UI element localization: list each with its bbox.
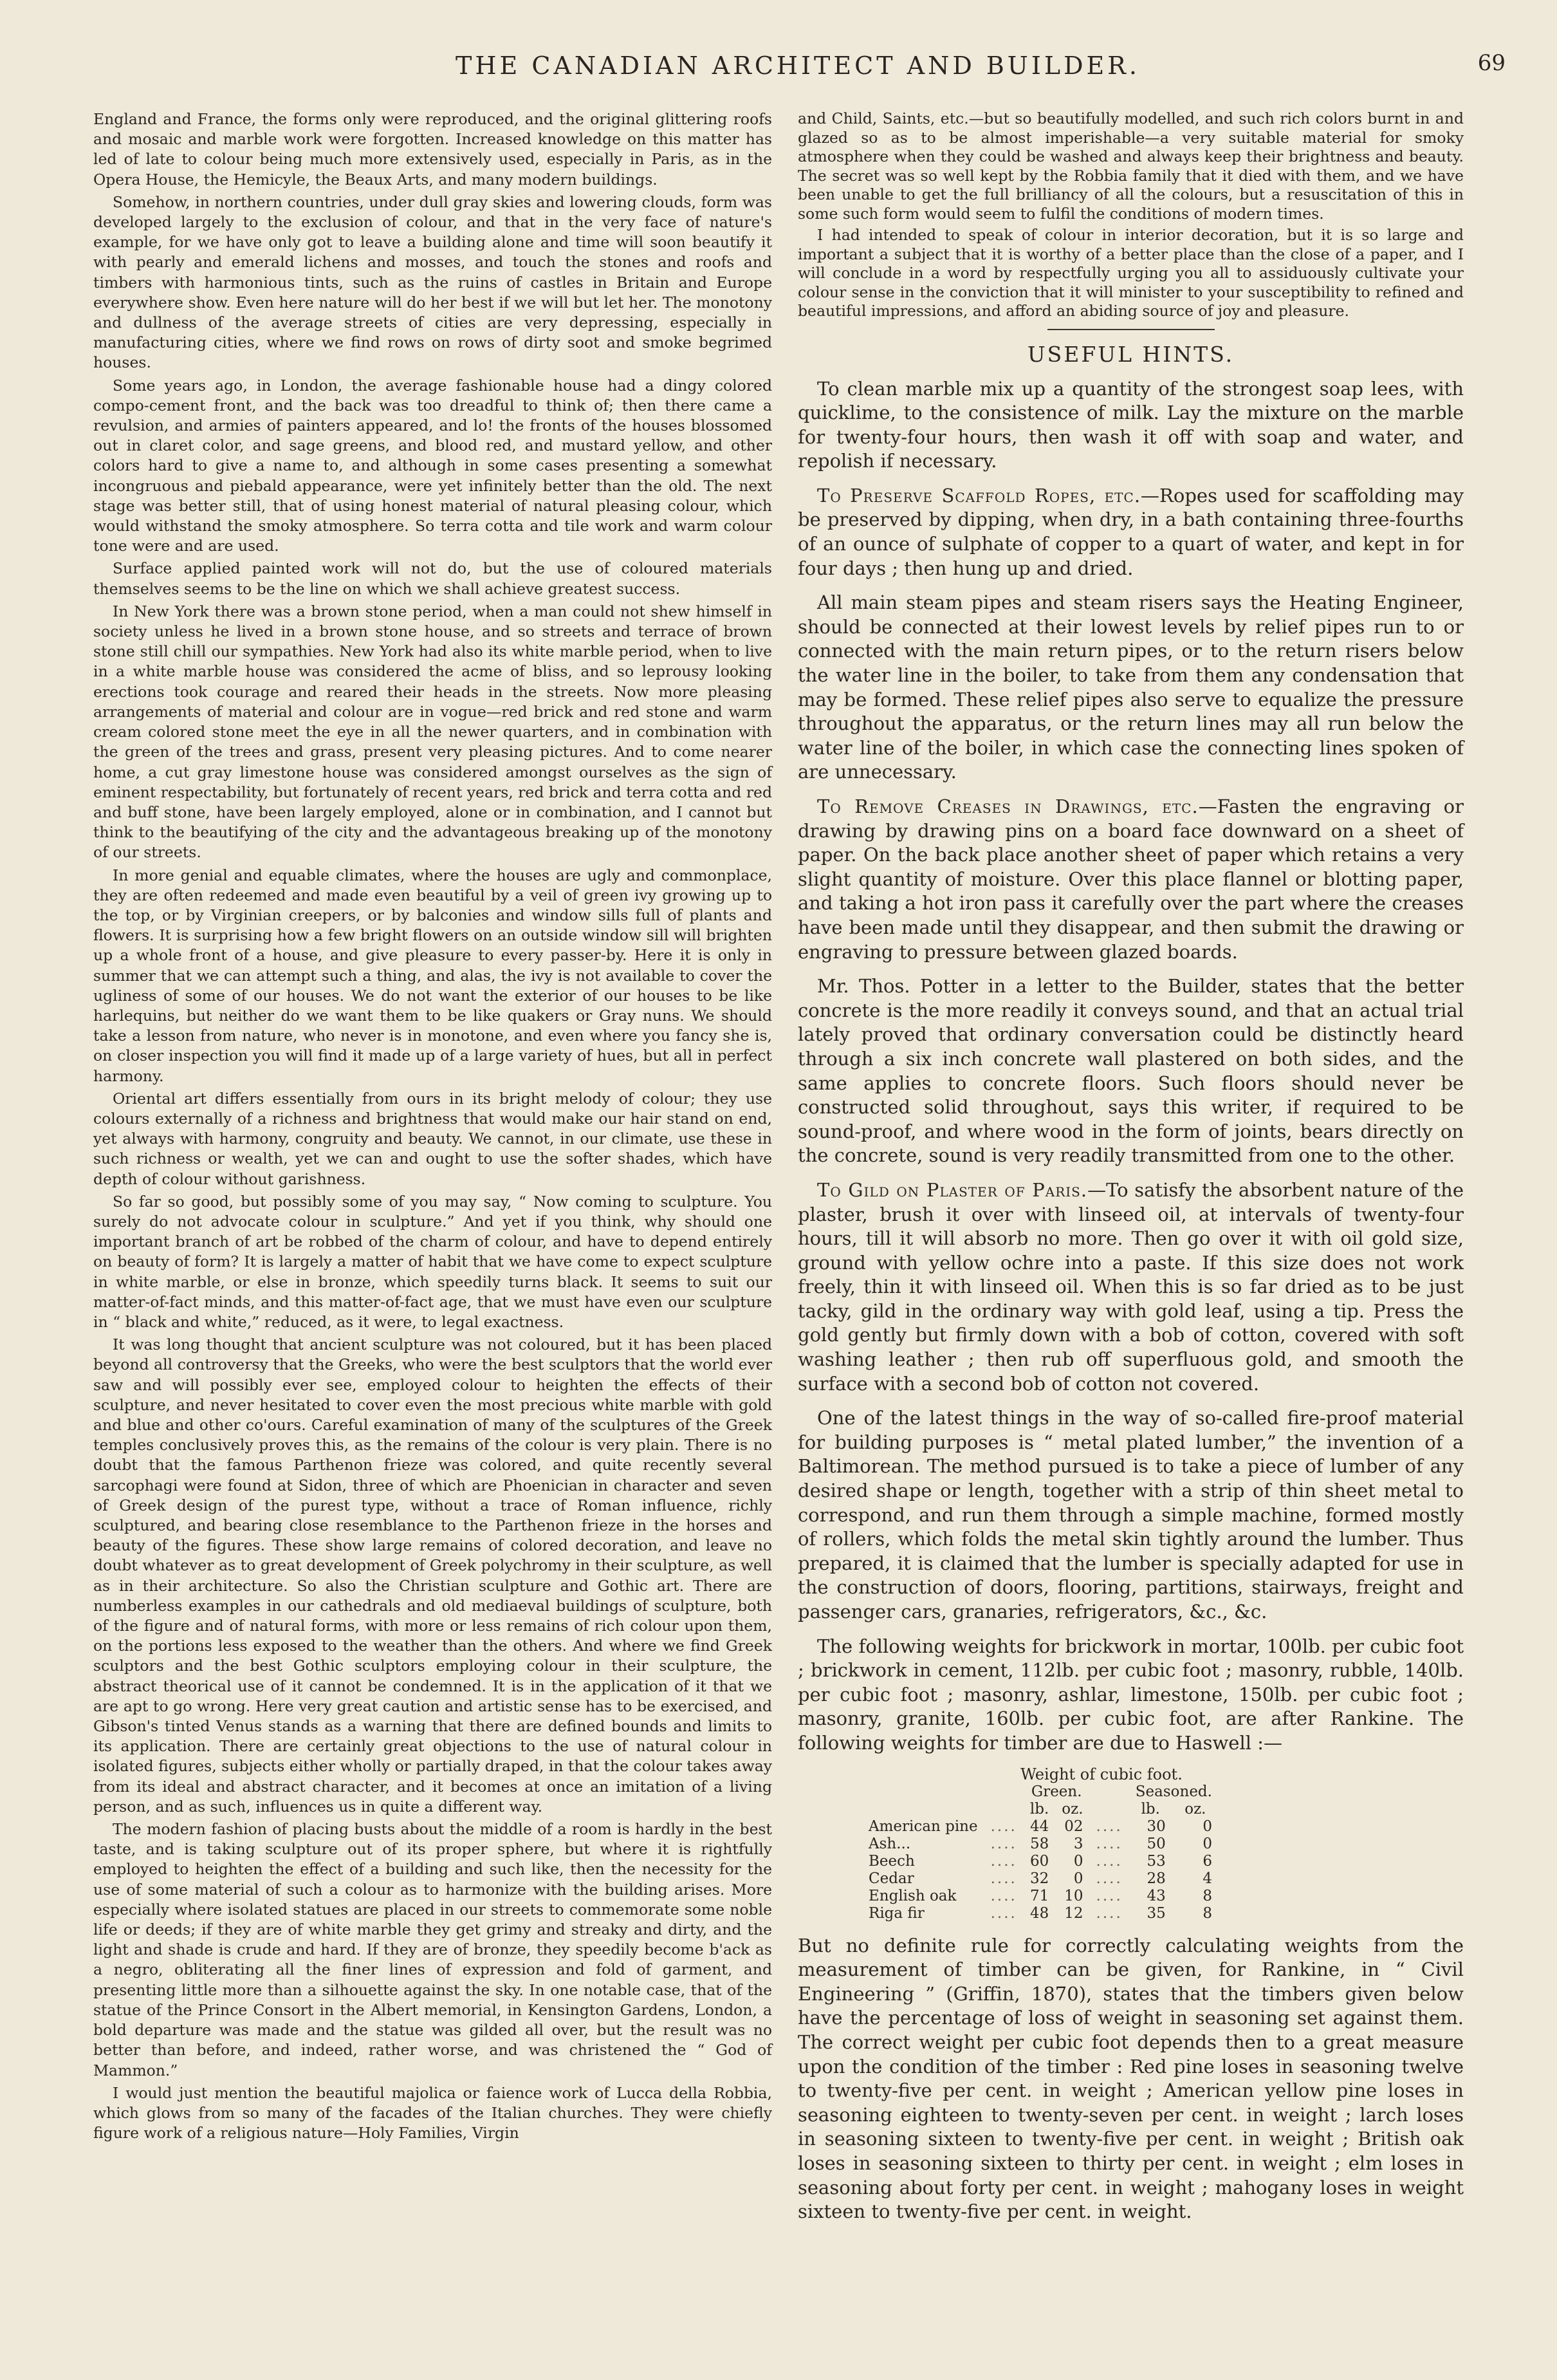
timber-weights-table-wrap [798, 1766, 1464, 1922]
timber-weights-table [862, 1766, 1219, 1922]
table-row [862, 1905, 1219, 1922]
paragraph: It was long thought that ancient sculpture was not coloured, but it has been placed beyond all controversy that the Greeks, who were the best sculptors that the world ever saw and will possibly ever see, employed colour to heighten the effects of their sculpture, and never hesitated to cover even the most precious white marble with gold and blue and other co'ours. Careful examination of many of the sculptures of the Greek temples conclusively proves this, as the remains of the colour is very plain. There is no doubt that the famous Parthenon frieze was colored, and quite recently several sarcophagi were found at Sidon, three of which are Phoenician in character and seven of Greek design of the purest type, without a trace of Roman influence, richly sculptured, and bearing close resemblance to the Parthenon frieze in the horses and beauty of the figures. These show large remains of colored decoration, and leave no doubt whatever as to great development of Greek polychromy in their sculpture, as well as in their architecture. So also the Christian sculpture and Gothic art. There are numberless examples in our cathedrals and old mediaeval buildings of sculpture, both of the figure and of natural forms, with more or less remains of rich colour upon them, on the portions less exposed to the weather than the others. And where we find Greek sculptors and the best Gothic sculptors employing colour in their sculpture, the abstract theorical use of it cannot be condemned. It is in the application of it that we are apt to go wrong. Here very great caution and artistic sense has to be exercised, and Gibson's tinted Venus stands as a warning that there are defined bounds and limits to its application. There are certainly great objections to the use of natural colour in isolated figures, subjects either wholly or partially draped, in that the colour takes away from its ideal and abstract character, and it becomes at once an imitation of a living person, and as such, influences us in quite a different way. [93, 1335, 772, 1816]
green-oz: 12 [1064, 1904, 1083, 1922]
seasoned-lb: 43 [1147, 1887, 1166, 1904]
unit-header: oz. [1184, 1800, 1206, 1818]
left-column [93, 109, 772, 2146]
seasoned-oz: 0 [1202, 1835, 1212, 1852]
green-lb: 48 [1029, 1904, 1049, 1922]
paragraph: Some years ago, in London, the average fashionable house had a dingy colored compo-cement front, and the back was too dreadful to think of; then there came a revulsion, and armies of painters appeared, and lo! the fronts of the houses blossomed out in claret color, and sage greens, and blood red, and mustard yellow, and other colors hard to give a name to, and although in some cases presenting a somewhat incongruous and piebald appearance, were yet infinitely better than the old. The next stage was better still, that of using honest material of natural pleasing colour, which would withstand the smoky atmosphere. So terra cotta and tile work and warm colour tone were and are used. [93, 376, 772, 555]
timber-name: Cedar [869, 1870, 914, 1887]
seasoned-lb: 30 [1147, 1818, 1166, 1835]
hint-lead: To Preserve Scaffold Ropes, etc. [817, 484, 1141, 507]
seasoned-oz: 8 [1202, 1887, 1212, 1904]
dot-leader: .... [990, 1852, 1017, 1870]
hint-paragraph [798, 1635, 1464, 1756]
green-oz: 0 [1073, 1852, 1083, 1870]
green-lb: 44 [1029, 1818, 1049, 1835]
useful-hints [798, 377, 1464, 2224]
dot-leader: .... [990, 1835, 1017, 1852]
hint-text: —Ropes used for scaffolding may be preserved by dipping, when dry, in a bath containing three-fourths of an ounce of sulphate of copper to a quart of water, and kept in for four days ; then hung up and dried. [798, 484, 1464, 579]
paragraph: In New York there was a brown stone period, when a man could not shew himself in society unless he lived in a brown stone house, and so streets and terrace of brown stone still chill our sympathies. New York had also its white marble period, when to live in a white marble house was considered the acme of bliss, and so leprousy looking erections took courage and reared their heads in the streets. Now more pleasing arrangements of material and colour are in vogue—red brick and red stone and warm cream colored stone meet the eye in all the newer quarters, and in combination with the green of the trees and grass, present very pleasing pictures. And to come nearer home, a cut gray limestone house was considered amongst ourselves as the sign of eminent respectability, but fortunately of recent years, red brick and terra cotta and red and buff stone, have been largely employed, alone or in combination, and I cannot but think to the beautifying of the city and the advantageous breaking up of the monotony of our streets. [93, 602, 772, 862]
timber-name: Beech [869, 1852, 915, 1870]
hint-paragraph [798, 484, 1464, 581]
hint-paragraph [798, 795, 1464, 964]
hint-lead: To Gild on Plaster of Paris. [817, 1178, 1088, 1201]
table-row [862, 1836, 1219, 1853]
timber-name: Ash... [869, 1835, 911, 1852]
table-caption: Weight of cubic foot. [1020, 1765, 1183, 1783]
paragraph: Surface applied painted work will not do, but the use of coloured materials themselves seems to be the line on which we shall achieve greatest success. [93, 559, 772, 598]
seasoned-lb: 50 [1147, 1835, 1166, 1852]
dot-leader: .... [1096, 1904, 1123, 1922]
hint-text: The following weights for brickwork in mortar, 100lb. per cubic foot ; brickwork in cement, 112lb. per cubic foot ; masonry, rubble, 140lb. per cubic foot ; masonry, ashlar, limestone, 150lb. per cubic foot ; masonry, granite, 160lb. per cubic foot, are after Rankine. The following weights for timber are due to Haswell :— [798, 1635, 1464, 1754]
paragraph: England and France, the forms only were reproduced, and the original glittering roofs and mosaic and marble work were forgotten. Increased knowledge on this matter has led of late to colour being much more extensively used, especially in Paris, as in the Opera House, the Hemicyle, the Beaux Arts, and many modern buildings. [93, 110, 772, 189]
unit-header: lb. [1141, 1800, 1160, 1818]
section-title: USEFUL HINTS. [1027, 341, 1235, 367]
hint-paragraph [798, 974, 1464, 1168]
unit-header: lb. [1029, 1800, 1049, 1818]
hint-text: —To satisfy the absorbent nature of the plaster, brush it over with linseed oil, at intervals of twenty-four hours, till it will absorb no more. Then go over it with oil gold size, ground with yellow ochre into a paste. If this size does not work freely, thin it with linseed oil. When this is so far dried as to be just tacky, gild in the ordinary way with gold leaf, using a tip. Press the gold gently but firmly down with a bob of cotton, covered with soft washing leather ; then rub off superfluous gold, and smooth the surface with a second bob of cotton not covered. [798, 1178, 1464, 1395]
table-row [862, 1818, 1219, 1836]
table-row [862, 1870, 1219, 1888]
green-lb: 60 [1029, 1852, 1049, 1870]
seasoned-lb: 53 [1147, 1852, 1166, 1870]
hint-lead: To Remove Creases in Drawings, etc. [817, 795, 1199, 817]
hint-text: Mr. Thos. Potter in a letter to the Builder, states that the better concrete is the more readily it conveys sound, and that an actual trial lately proved that ordinary conversation could be distinctly heard through a six inch concrete wall plastered on both sides, and the same applies to concrete floors. Such floors should never be constructed solid throughout, says this writer, if required to be sound-proof, and where wood in the form of joints, bears directly on the concrete, sound is very readily transmitted from one to the other. [798, 975, 1464, 1167]
dot-leader: .... [990, 1818, 1017, 1835]
running-title: THE CANADIAN ARCHITECT AND BUILDER. [456, 51, 1140, 80]
green-lb: 71 [1029, 1887, 1049, 1904]
paragraph: I had intended to speak of colour in interior decoration, but it is so large and important a subject that it is worthy of a better place than the close of a paper, and I will conclude in a word by respectfully urging you all to assiduously cultivate your colour sense in the conviction that it will minister to your susceptibility to refined and beautiful impressions, and afford an abiding source of joy and pleasure. [798, 226, 1464, 320]
green-oz: 0 [1073, 1870, 1083, 1887]
dot-leader: .... [990, 1904, 1017, 1922]
column-group-green: Green. [1031, 1783, 1082, 1800]
paragraph: I would just mention the beautiful majolica or faience work of Lucca della Robbia, which glows from so many of the facades of the Italian churches. They were chiefly figure work of a religious nature—Holy Families, Virgin [93, 2083, 772, 2143]
dot-leader: .... [1096, 1835, 1123, 1852]
seasoned-oz: 6 [1202, 1852, 1212, 1870]
seasoned-lb: 28 [1147, 1870, 1166, 1887]
column-group-seasoned: Seasoned. [1135, 1783, 1212, 1800]
hint-text: —Fasten the engraving or drawing by drawing pins on a board face downward on a sheet of paper. On the back place another sheet of paper which retains a very slight quantity of moisture. Over this place flannel or blotting paper, and taking a hot iron pass it carefully over the part where the creases have been made until they disappear, and then submit the drawing or engraving to pressure between glazed boards. [798, 795, 1464, 963]
table-row [862, 1888, 1219, 1905]
page-header [90, 45, 1506, 103]
paragraph: Oriental art differs essentially from ours in its bright melody of colour; they use colours externally of a richness and brightness that would make our hair stand on end, yet always with harmony, congruity and beauty. We cannot, in our climate, use these in such richness or wealth, yet we can and ought to use the softer shades, which have depth of colour without garishness. [93, 1089, 772, 1188]
hint-text: All main steam pipes and steam risers says the Heating Engineer, should be connected at their lowest levels by relief pipes run to or connected with the main return pipes, or to the return risers below the water line in the boiler, to take from them any condensation that may be formed. These relief pipes also serve to equalize the pressure throughout the apparatus, or the return lines may all run below the water line of the boiler, in which case the connecting lines spoken of are unnecessary. [798, 591, 1464, 783]
article-continuation [798, 109, 1464, 321]
dot-leader: .... [1096, 1870, 1123, 1887]
dot-leader: .... [1096, 1818, 1123, 1835]
hint-paragraph [798, 1178, 1464, 1396]
dot-leader: .... [990, 1887, 1017, 1904]
hint-paragraph [798, 1406, 1464, 1624]
seasoned-lb: 35 [1147, 1904, 1166, 1922]
green-oz: 02 [1064, 1818, 1083, 1835]
seasoned-oz: 0 [1202, 1818, 1212, 1835]
unit-header: oz. [1062, 1800, 1083, 1818]
green-oz: 10 [1064, 1887, 1083, 1904]
seasoned-oz: 4 [1202, 1870, 1212, 1887]
section-divider [1047, 329, 1215, 330]
paragraph: The modern fashion of placing busts about the middle of a room is hardly in the best taste, and is taking sculpture out of its proper sphere, but where it is rightfully employed to heighten the effect of a building and such like, then the necessity for the use of some material of such a colour as to harmonize with the building arises. More especially where isolated statues are placed in our streets to commemorate some noble life or deeds; if they are of white marble they get grimy and streaky and dirty, and the light and shade is crude and hard. If they are of bronze, they speedily become b'ack as a negro, obliterating all the finer lines of expression and fold of garment, and presenting little more than a silhouette against the sky. In one notable case, that of the statue of the Prince Consort in the Albert memorial, in Kensington Gardens, London, a bold departure was made and the statue was gilded all over, but the result was no better than before, and indeed, rather worse, and was christened the “ God of Mammon.” [93, 1820, 772, 2079]
timber-name: Riga fir [869, 1904, 925, 1922]
green-oz: 3 [1073, 1835, 1083, 1852]
hint-text: To clean marble mix up a quantity of the strongest soap lees, with quicklime, to the consistence of milk. Lay the mixture on the marble for twenty-four hours, then wash it off with soap and water, and repolish if necessary. [798, 377, 1464, 472]
hint-paragraph [798, 377, 1464, 474]
green-lb: 32 [1029, 1870, 1049, 1887]
paragraph: So far so good, but possibly some of you may say, “ Now coming to sculpture. You surely do not advocate colour in sculpture.” And yet if you think, why should one important branch of art be robbed of the charm of colour, and have to depend entirely on beauty of form? It is largely a matter of habit that we have come to expect sculpture in white marble, or else in bronze, which speedily turns black. It seems to suit our matter-of-fact minds, and this matter-of-fact age, that we must have even our sculpture in “ black and white,” reduced, as it were, to legal exactness. [93, 1192, 772, 1331]
dot-leader: .... [990, 1870, 1017, 1887]
paragraph: and Child, Saints, etc.—but so beautifully modelled, and such rich colors burnt in and glazed so as to be almost imperishable—a very suitable material for smoky atmosphere when they could be washed and always keep their brightness and beauty. The secret was so well kept by the Robbia family that it died with them, and we have been unable to get the full brilliancy of all the colours, but a resuscitation of this in some such form would seem to fulfil the conditions of modern times. [798, 109, 1464, 223]
seasoned-oz: 8 [1202, 1904, 1212, 1922]
hint-text: One of the latest things in the way of so-called fire-proof material for building purposes is “ metal plated lumber,” the invention of a Baltimorean. The method pursued is to take a piece of lumber of any desired shape or length, together with a strip of thin sheet metal to correspond, and run them through a simple machine, formed mostly of rollers, which folds the metal skin tightly around the lumber. Thus prepared, it is claimed that the lumber is specially adapted for use in the construction of doors, flooring, partitions, stairways, freight and passenger cars, granaries, refrigerators, &c., &c. [798, 1407, 1464, 1622]
dot-leader: .... [1096, 1887, 1123, 1904]
page-number: 69 [1477, 50, 1506, 76]
hint-paragraph [798, 591, 1464, 785]
paragraph: Somehow, in northern countries, under dull gray skies and lowering clouds, form was developed largely to the exclusion of colour, and that in the very face of nature's example, for we have only got to leave a building alone and time will soon beautify it with pearly and emerald lichens and mosses, and touch the stones and roofs and timbers with harmonious tints, such as the ruins of castles in Britain and Europe everywhere show. Even here nature will do her best if we will but let her. The monotony and dullness of the average streets of cities are very depressing, especially in manufacturing cities, where we find rows on rows of dirty soot and smoke begrimed houses. [93, 192, 772, 372]
timber-name: English oak [869, 1887, 957, 1904]
right-column [798, 109, 1464, 2235]
paragraph: In more genial and equable climates, where the houses are ugly and commonplace, they are often redeemed and made even beautiful by a veil of green ivy growing up to the top, or by Virginian creepers, or by balconies and window sills full of plants and flowers. It is surprising how a few bright flowers on an outside window sill will brighten up a whole front of a house, and give pleasure to every passer-by. Here it is only in summer that we can attempt such a thing, and alas, the ivy is not available to cover the ugliness of some of our houses. We do not want the exterior of our houses to be like harlequins, but neither do we want them to be like quakers or Gray nuns. We should take a lesson from nature, who never is in monotone, and even where you fancy she is, on closer inspection you will find it made up of a large variety of hues, but all in perfect harmony. [93, 866, 772, 1085]
timber-name: American pine [869, 1818, 978, 1835]
table-row [862, 1853, 1219, 1870]
green-lb: 58 [1029, 1835, 1049, 1852]
dot-leader: .... [1096, 1852, 1123, 1870]
closing-paragraph: But no definite rule for correctly calculating weights from the measurement of timber can be given, for Rankine, in “ Civil Engineering ” (Griffin, 1870), states that the timbers given below have the percentage of loss of weight in seasoning set against them. The correct weight per cubic foot depends then to a great measure upon the condition of the timber : Red pine loses in seasoning twelve to twenty-five per cent. in weight ; American yellow pine loses in seasoning eighteen to twenty-seven per cent. in weight ; larch loses in seasoning sixteen to twenty-five per cent. in weight ; British oak loses in seasoning sixteen to thirty per cent. in weight ; elm loses in seasoning about forty per cent. in weight ; mahogany loses in weight sixteen to twenty-five per cent. in weight. [798, 1934, 1464, 2223]
